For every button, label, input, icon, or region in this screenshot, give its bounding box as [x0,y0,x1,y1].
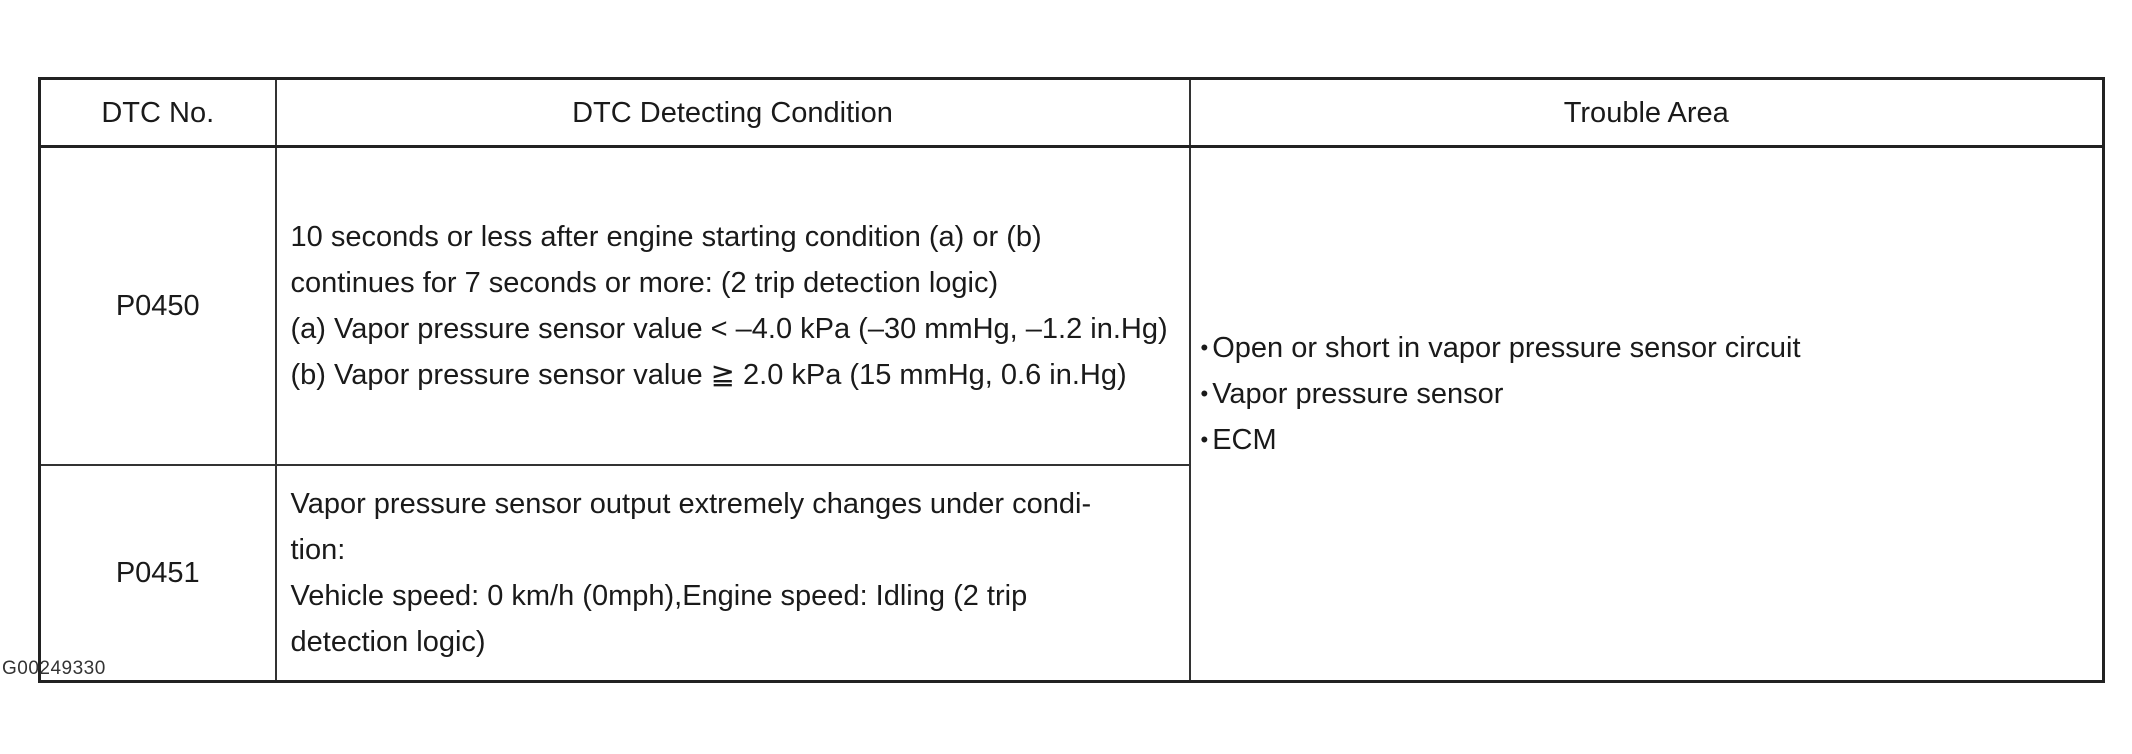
bullet-icon: • [1200,335,1209,360]
trouble-area [1190,147,2104,682]
dtc-code: P0450 [40,147,276,466]
detecting-condition [276,147,1190,466]
condition-line: continues for 7 seconds or more: (2 trip detection logic) [290,267,999,299]
bullet-icon: • [1200,427,1209,452]
condition-line: Vehicle speed: 0 km/h (0mph),Engine speed: Idling (2 trip [290,580,1028,612]
detecting-condition [276,465,1190,682]
header-detecting-condition: DTC Detecting Condition [276,79,1190,147]
dtc-code: P0451 [40,465,276,682]
condition-line: detection logic) [290,626,486,658]
header-dtc-no: DTC No. [40,79,276,147]
list-item [1201,325,2103,371]
bullet-icon: • [1200,381,1209,406]
table-row [40,147,2104,466]
trouble-area-item: Vapor pressure sensor [1212,378,1504,410]
condition-line: 10 seconds or less after engine starting condition (a) or (b) [290,221,1042,253]
condition-line: Vapor pressure sensor output extremely changes under condi- [290,488,1092,520]
figure-id: G00249330 [2,658,106,679]
trouble-area-item: ECM [1212,424,1277,456]
list-item [1201,371,2103,417]
dtc-table [38,77,2105,683]
condition-line: tion: [290,534,346,566]
table-header-row [40,79,2104,147]
trouble-area-list [1201,325,2103,463]
trouble-area-item: Open or short in vapor pressure sensor circuit [1212,332,1801,364]
header-trouble-area: Trouble Area [1190,79,2104,147]
condition-item: (a) Vapor pressure sensor value < –4.0 kPa (–30 mmHg, –1.2 in.Hg) [290,313,1168,345]
list-item [1201,417,2103,463]
condition-item: (b) Vapor pressure sensor value ≧ 2.0 kPa (15 mmHg, 0.6 in.Hg) [290,359,1127,391]
